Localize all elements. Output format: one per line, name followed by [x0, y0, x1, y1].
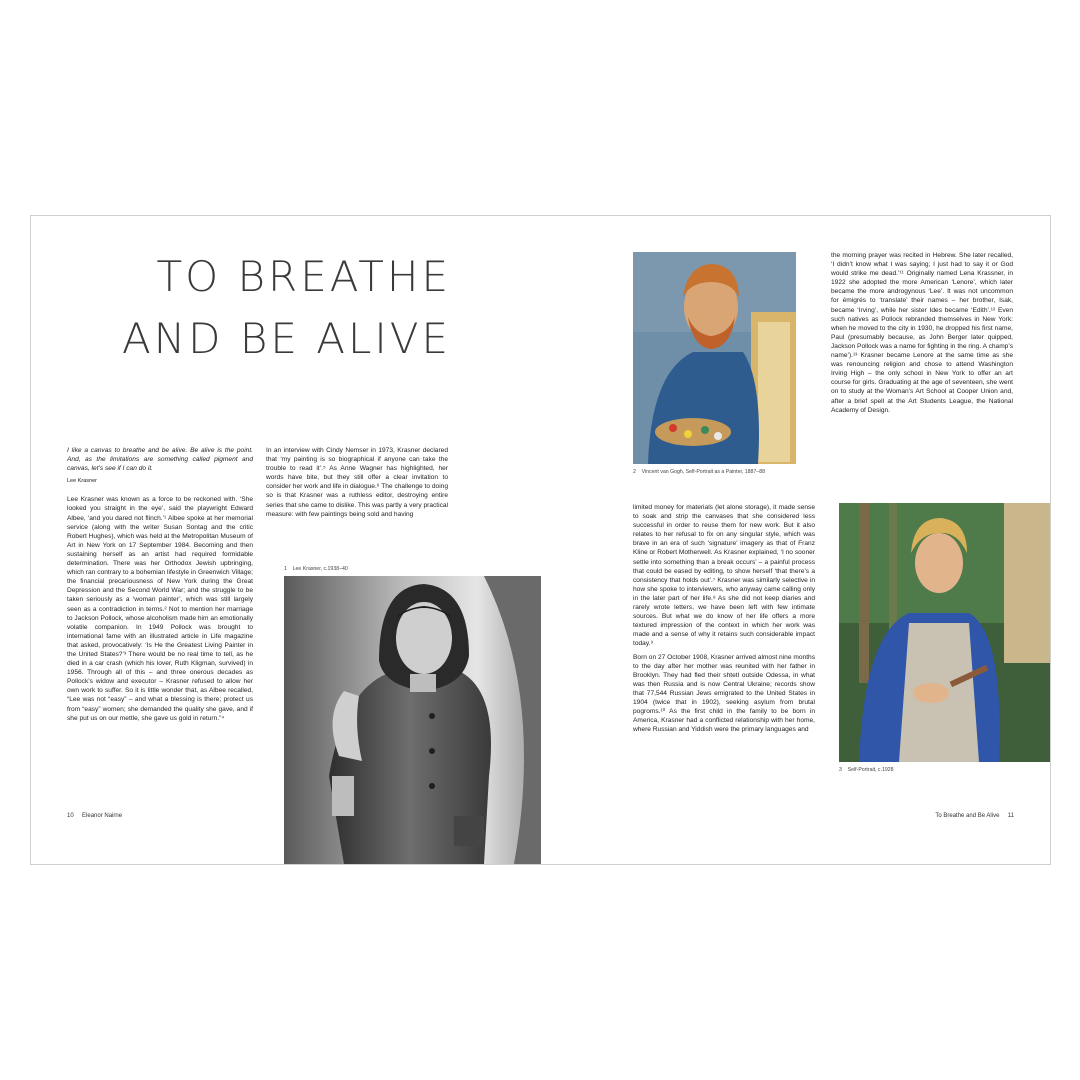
caption-text: Lee Krasner, c.1938–40: [292, 566, 348, 572]
figure-caption-1: [284, 566, 348, 572]
title-line-1: TO BREATHE: [156, 252, 451, 301]
running-head-title: To Breathe and Be Alive: [935, 813, 1000, 819]
body-paragraph: the morning prayer was recited in Hebrew. She later recalled, ‘I didn’t know what I was saying; I just had to say it or God would strike me dead.’¹¹ Originally named Lena Krassner, in 1922 she adopted the more American ‘Lenore’, which later became the more androgynous ‘Lee’. It was not uncommon for émigrés to ‘translate’ their names – her brother, Isak, became ‘Irving’, while her sister Ides became ‘Edith’.¹² Even such natives as Pollock rebranded themselves in New York: when he moved to the city in 1930, he dropped his first name, Paul (presumably because, as John Berger later quipped, Jackson Pollock was a name for fighting in the ring. A champ’s name’).¹³ Krasner became Lenore at the same time as she was renouncing religion and chose to attend Washington Irving High – the only school in New York to offer an art course for girls. Graduating at the age of seventeen, she went on to study at the Woman’s Art School at Cooper Union and, after a brief spell at the Art Students League, the National Academy of Design.: [831, 252, 1013, 414]
caption-text: Vincent van Gogh, Self-Portrait as a Painter, 1887–88: [641, 469, 765, 475]
folio-left: [67, 813, 122, 819]
page-number-right: 11: [1007, 813, 1014, 819]
epigraph-quote: I like a canvas to breathe and be alive. Be alive is the point. And, as the limitations are something called pigment and canvas, let’s see if I can do it.: [67, 447, 253, 473]
title-line-2: AND BE ALIVE: [121, 314, 451, 363]
caption-text: Self-Portrait, c.1928: [847, 767, 894, 773]
page-number-left: 10: [67, 813, 74, 819]
running-head-author: Eleanor Nairne: [82, 813, 123, 819]
book-spread: [30, 215, 1051, 865]
body-paragraph: limited money for materials (let alone storage), it made sense to soak and strip the canvases that she considered less successful in order to reuse them for new work. But it also relates to her refusal to fix on any singular style, which was brave in an era of such ‘signature’ imagery as that of Franz Kline or Robert Motherwell. As Krasner explained, ‘I no sooner settle into something than a break occurs’ – a painful process that could be eased by editing, to show herself ‘that there’s a consistency that holds out’.⁷ Krasner was similarly selective in how she spoke to interviewers, who anyway came calling only in the later part of her life.⁸ As she did not keep diaries and rarely wrote letters, we have been left with few intimate sources. But what we do know of her life offers a more textured impression of the context in which her work was made and a sense of why it retains such considerable impact today.⁹: [633, 504, 815, 648]
text-column-4: [831, 251, 1013, 419]
text-column-2: [266, 446, 448, 523]
painting-self-portrait: [839, 503, 1050, 762]
figure-caption-3: [839, 767, 894, 773]
painting-van-gogh: [633, 252, 796, 464]
epigraph-source: Lee Krasner: [67, 478, 97, 485]
text-column-3: [633, 503, 815, 738]
folio-right: [935, 813, 1014, 819]
caption-number: 2: [633, 469, 636, 475]
photo-lee-krasner: [284, 576, 541, 864]
body-paragraph: In an interview with Cindy Nemser in 1973, Krasner declared that ‘my painting is so biographical if anyone can take the trouble to read it’.⁵ As Anne Wagner has highlighted, her words have bite, but they still offer a clear invitation to consider her work and life in dialogue.⁶ The challenge to doing so is that Krasner was a ruthless editor, destroying entire series that she came to dislike. This was partly a very practical measure: with few paintings being sold and having: [266, 447, 449, 518]
body-paragraph: Lee Krasner was known as a force to be reckoned with. ‘She looked you straight in the eye’, said the playwright Edward Albee, ‘and you dared not flinch.’¹ Albee spoke at her memorial service (along with the writer Susan Sontag and the critic Robert Hughes), which was held at the Metropolitan Museum of Art in New York on 17 September 1984. Becoming and then sustaining herself as an artist had required formidable determination. There was her Orthodox Jewish upbringing, which ran contrary to a bohemian lifestyle in Greenwich Village; the financial precariousness of New York during the Great Depression and the Second World War; and the struggle to be taken seriously as a ‘woman painter’, which was still largely seen as a contradiction in terms.² Not to mention her marriage to Jackson Pollock, whose alcoholism made him an emotionally volatile companion. In 1949 Pollock was brought to international fame with an illustrated article in Life magazine that asked, provocatively: ‘Is He the Greatest Living Painter in the United States?’³ There would be no real time to tell, as he died in a car crash (which his lover, Ruth Kligman, survived) in 1956. Through all of this – and three onerous decades as Pollock’s widow and executor – Krasner refused to allow her own work to suffer. So it is little wonder that, as Albee recalled, “Lee was not “easy” – and what a blessing is there; protect us from “easy” women; she demanded the quality she gave, and if she put us on our mettle, she gave us gold in return.”⁴: [67, 496, 253, 722]
text-column-1: [67, 446, 253, 727]
figure-caption-2: [633, 469, 765, 475]
body-paragraph: Born on 27 October 1908, Krasner arrived almost nine months to the day after her mother was reunited with her father in Brooklyn. They had fled their shtetl outside Odessa, in what was then Russia and is now Central Ukraine; records show that 77,544 Russian Jews emigrated to the United States in 1904 (twice that in 1902), seeking asylum from brutal pogroms.¹⁰ As the first child in the family to be born in America, Krasner had a conflicted relationship with her home, where Russian and Yiddish were the primary languages and: [633, 653, 815, 734]
chapter-title: [111, 246, 451, 370]
caption-number: 3: [839, 767, 842, 773]
caption-number: 1: [284, 566, 287, 572]
